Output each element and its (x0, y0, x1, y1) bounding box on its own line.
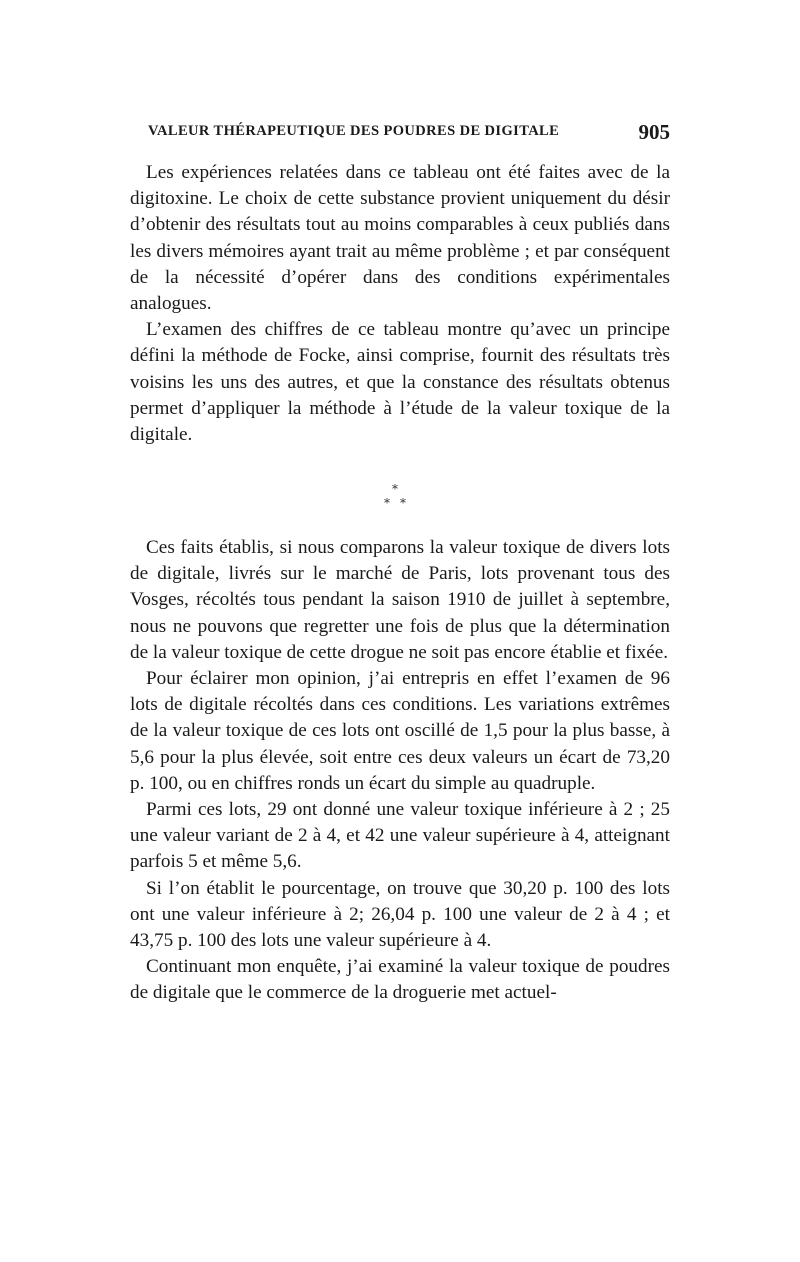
text-block-before-asterism (130, 160, 670, 448)
paragraph: Continuant mon enquête, j’ai examiné la valeur toxique de poudres de digitale que le commerce de la droguerie met actuel- (130, 956, 670, 1004)
paragraph: L’examen des chiffres de ce tableau montre qu’avec un principe défini la méthode de Focke, ainsi comprise, fournit des résultats très voisins les uns des autres, et que la constance des résultats obtenus permet d’appliquer la méthode à l’étude de la valeur toxique de la digitale. (130, 319, 670, 446)
text-block-after-asterism (130, 535, 670, 1007)
running-head (130, 121, 670, 147)
page-number: 905 (638, 120, 670, 144)
paragraph: Si l’on établit le pourcentage, on trouve que 30,20 p. 100 des lots ont une valeur inférieure à 2; 26,04 p. 100 une valeur de 2 à 4 ; et 43,75 p. 100 des lots une valeur supérieure à 4. (130, 877, 670, 952)
asterism-separator (370, 482, 430, 518)
asterism-star: * (384, 496, 390, 510)
asterism-star: * (400, 496, 406, 510)
paragraph: Les expériences relatées dans ce tableau ont été faites avec de la digitoxine. Le choix de cette substance provient uniquement du désir d’obtenir des résultats tout au moins comparables à ceux publiés dans les divers mémoires ayant trait au même problème ; et par conséquent de la nécessité d’opérer dans des conditions expérimentales analogues. (130, 162, 670, 315)
asterism-star: * (392, 482, 398, 496)
paragraph: Parmi ces lots, 29 ont donné une valeur toxique inférieure à 2 ; 25 une valeur variant de 2 à 4, et 42 une valeur supérieure à 4, atteignant parfois 5 et même 5,6. (130, 799, 670, 873)
paragraph: Ces faits établis, si nous comparons la valeur toxique de divers lots de digitale, livrés sur le marché de Paris, lots provenant tous des Vosges, récoltés tous pendant la saison 1910 de juillet à septembre, nous ne pouvons que regretter une fois de plus que la détermination de la valeur toxique de cette drogue ne soit pas encore établie et fixée. (130, 537, 670, 663)
paragraph: Pour éclairer mon opinion, j’ai entrepris en effet l’examen de 96 lots de digitale récoltés dans ces conditions. Les variations extrêmes de la valeur toxique de ces lots ont oscillé de 1,5 pour la plus basse, à 5,6 pour la plus élevée, soit entre ces deux valeurs un écart de 73,20 p. 100, ou en chiffres ronds un écart du simple au quadruple. (130, 668, 670, 794)
running-title: VALEUR THÉRAPEUTIQUE DES POUDRES DE DIGITALE (148, 123, 560, 139)
